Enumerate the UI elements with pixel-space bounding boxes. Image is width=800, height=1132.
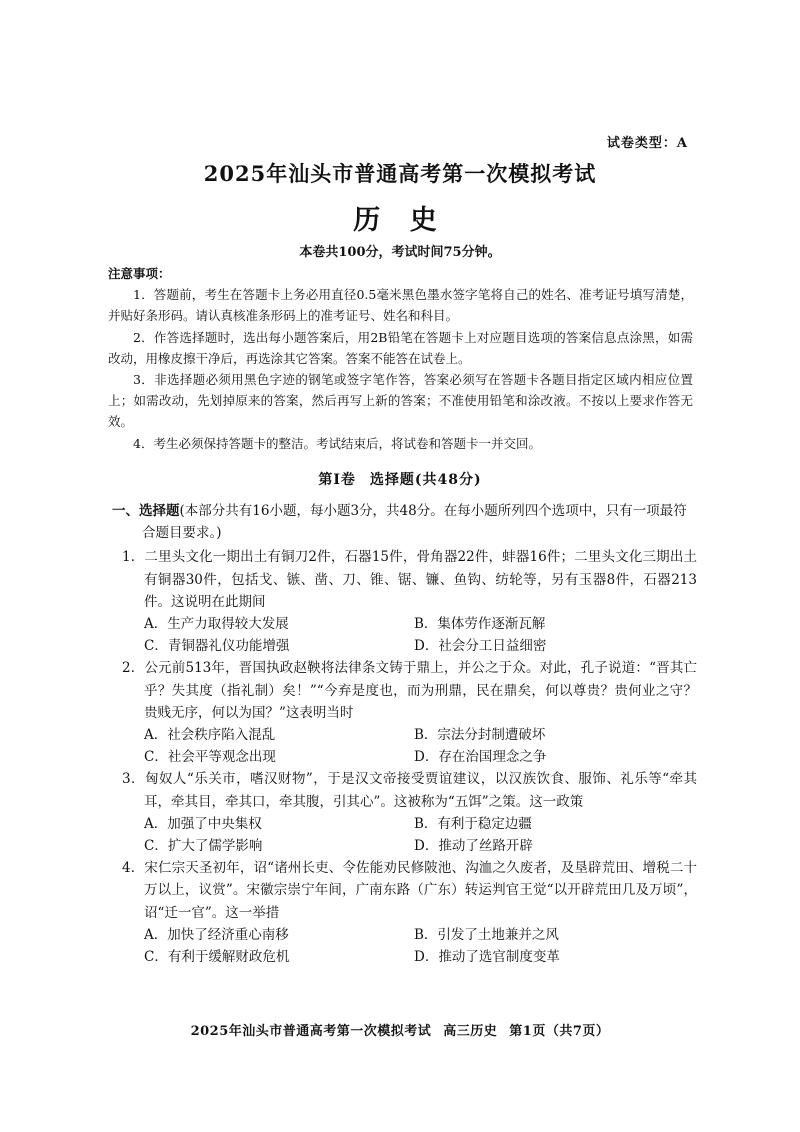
question-number: 2．	[122, 660, 145, 677]
notice-title: 注意事项：	[108, 266, 171, 281]
footer-exam: 2025年汕头市普通高考第一次模拟考试	[190, 1024, 432, 1039]
paper-type-label: 试卷类型：A	[606, 136, 688, 151]
mcq-intro	[112, 500, 697, 544]
exam-title: 2025年汕头市普通高考第一次模拟考试	[203, 161, 597, 186]
score-time-line: 本卷共100分，考试时间75分钟。	[299, 245, 501, 260]
option-a: A．社会秩序陷入混乱	[144, 727, 276, 744]
option-b: B．有利于稳定边疆	[414, 815, 532, 832]
notice-item: 1．答题前，考生在答题卡上务必用直径0.5毫米黑色墨水签字笔将自己的姓名、准考证号填写清楚，并贴好条形码。请认真核准条形码上的准考证号、姓名和科目。	[108, 287, 693, 324]
option-c: C．扩大了儒学影响	[144, 838, 263, 855]
option-a: A．加快了经济重心南移	[144, 926, 289, 943]
option-a: A．生产力取得较大发展	[144, 616, 289, 633]
mcq-intro-head: 一、选择题	[112, 503, 180, 519]
option-b: B．宗法分封制遭破坏	[414, 727, 546, 744]
option-b: B．集体劳作逐渐瓦解	[414, 616, 546, 633]
question-list	[112, 500, 697, 968]
option-c: C．社会平等观念出现	[144, 749, 276, 766]
section-part-label: 第Ⅰ卷	[318, 472, 356, 488]
notice-item: 3．非选择题必须用黑色字迹的钢笔或签字笔作答，答案必须写在答题卡各题目指定区域内相应位置上；如需改动，先划掉原来的答案，然后再写上新的答案；不准使用铅笔和涂改液。不按以上要求作答无效。	[108, 372, 693, 430]
question-1	[112, 546, 697, 657]
option-list	[112, 724, 697, 768]
question-text: 公元前513年，晋国执政赵鞅将法律条文铸于鼎上，并公之于众。对此，孔子说道：“晋其亡乎？失其度（指礼制）矣！”“今弃是度也，而为刑鼎，民在鼎矣，何以尊贵？贵何业之守？贵贱无序，何以为国？”这表明当时	[144, 660, 698, 721]
option-a: A．加强了中央集权	[144, 815, 262, 832]
question-number: 1．	[122, 549, 145, 566]
notice-block	[108, 263, 693, 454]
option-list	[112, 924, 697, 968]
option-c: C．青铜器礼仪功能增强	[144, 638, 290, 655]
question-3	[112, 768, 697, 857]
section-title	[0, 469, 800, 489]
question-stem	[112, 857, 697, 924]
question-text: 二里头文化一期出土有铜刀2件，石器15件，骨角器22件，蚌器16件；二里头文化三期出土有铜器30件，包括戈、镞、凿、刀、锥、锯、镰、鱼钩、纺轮等，另有玉器8件，石器213件。这说明在此期间	[144, 549, 697, 610]
option-d: D．存在治国理念之争	[414, 749, 547, 766]
question-stem	[112, 657, 697, 724]
option-list	[112, 613, 697, 657]
question-4	[112, 857, 697, 968]
subject-title: 历 史	[353, 205, 447, 236]
question-stem	[112, 546, 697, 613]
question-text: 匈奴人“乐关市，嗜汉财物”，于是汉文帝接受贾谊建议，以汉族饮食、服饰、礼乐等“牵其耳，牵其目，牵其口，牵其腹，引其心”。这被称为“五饵”之策。这一政策	[144, 771, 697, 810]
question-text: 宋仁宗天圣初年，诏“诸州长吏、令佐能劝民修陂池、沟洫之久废者，及垦辟荒田、增税二十万以上，议赏”。宋徽宗崇宁年间，广南东路（广东）转运判官王觉“以开辟荒田几及万顷”，诏“迁一官”。这一举措	[144, 860, 697, 921]
option-d: D．推动了选官制度变革	[414, 949, 560, 966]
question-stem	[112, 768, 697, 812]
mcq-intro-body: (本部分共有16小题，每小题3分，共48分。在每小题所列四个选项中，只有一项最符合题目要求。)	[142, 503, 687, 542]
option-d: D．社会分工日益细密	[414, 638, 547, 655]
footer-page-number: 第1页（共7页）	[509, 1024, 610, 1039]
question-number: 4．	[122, 860, 145, 877]
section-part-desc: 选择题(共48分)	[369, 472, 482, 488]
question-number: 3．	[122, 771, 146, 788]
page-footer	[0, 1020, 800, 1039]
notice-item: 2．作答选择题时，选出每小题答案后，用2B铅笔在答题卡上对应题目选项的答案信息点涂黑，如需改动，用橡皮擦干净后，再选涂其它答案。答案不能答在试卷上。	[108, 329, 693, 366]
notice-item: 4．考生必须保持答题卡的整洁。考试结束后，将试卷和答题卡一并交回。	[133, 435, 541, 451]
option-list	[112, 813, 697, 857]
question-2	[112, 657, 697, 768]
option-c: C．有利于缓解财政危机	[144, 949, 290, 966]
footer-subject: 高三历史	[443, 1024, 498, 1039]
option-b: B．引发了土地兼并之风	[414, 926, 559, 943]
option-d: D．推动了丝路开辟	[414, 838, 533, 855]
